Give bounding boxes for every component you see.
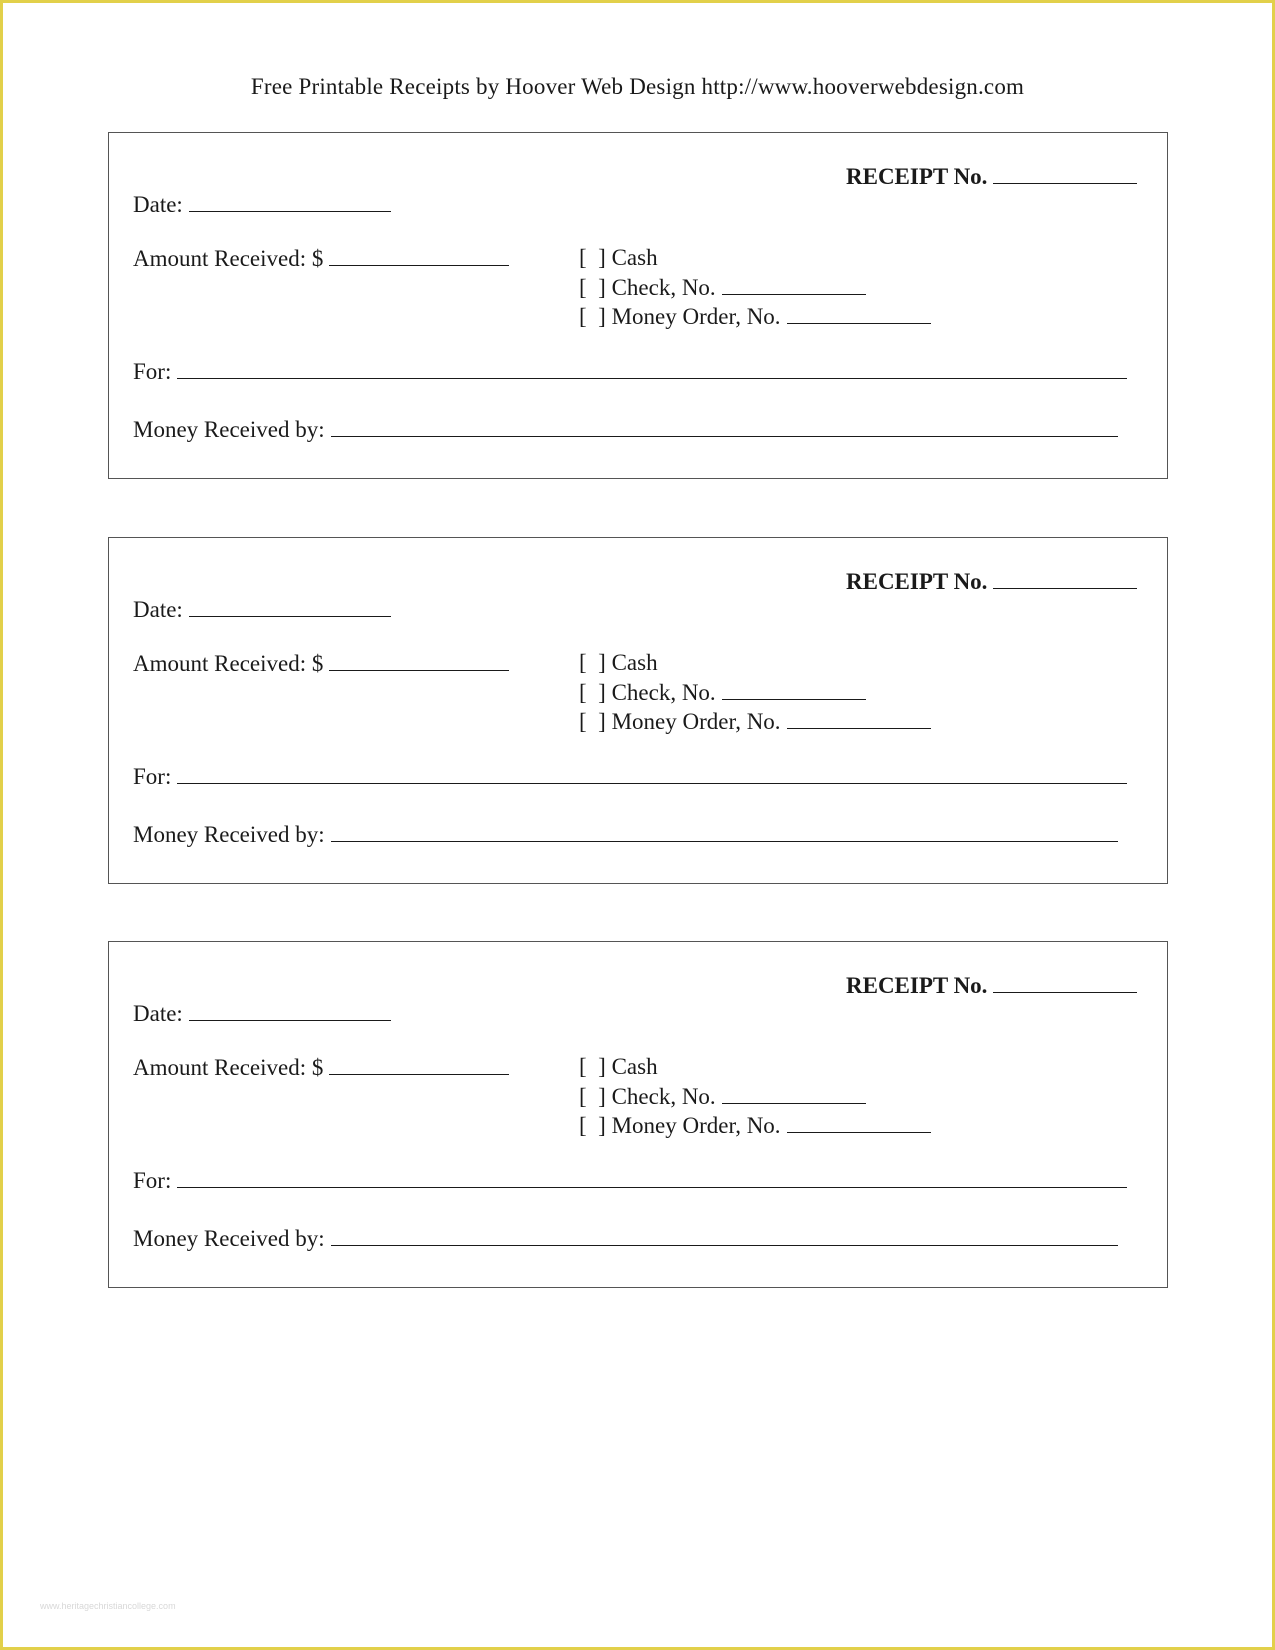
date-field[interactable] [189,1000,391,1021]
received-by-field[interactable] [331,1225,1118,1246]
amount-label: Amount Received: $ [133,651,324,676]
receipt-number-label: RECEIPT No. [846,164,988,189]
for-field[interactable] [177,358,1127,379]
page-title: Free Printable Receipts by Hoover Web Design http://www.hooverwebdesign.com [250,74,1025,99]
date-row [133,1000,391,1027]
check-label: [ ] Check, No. [579,275,716,300]
receipt-number [846,568,1137,595]
for-field[interactable] [177,763,1127,784]
payment-option-money-order[interactable] [579,303,931,330]
payment-option-check[interactable] [579,274,866,301]
received-by-field[interactable] [331,416,1118,437]
receipt-form [108,537,1168,884]
payment-option-money-order[interactable] [579,1112,931,1139]
received-by-label: Money Received by: [133,822,325,847]
date-label: Date: [133,597,183,622]
received-by-row [133,821,1118,848]
money-order-label: [ ] Money Order, No. [579,304,781,329]
for-row [133,1167,1127,1194]
payment-option-money-order[interactable] [579,708,931,735]
payment-option-check[interactable] [579,679,866,706]
date-field[interactable] [189,191,391,212]
amount-row [133,1054,509,1081]
for-row [133,358,1127,385]
payment-option-cash[interactable] [579,1054,658,1080]
payment-option-cash[interactable] [579,650,658,676]
check-label: [ ] Check, No. [579,680,716,705]
cash-label: [ ] Cash [579,1054,658,1079]
receipt-form [108,941,1168,1288]
date-row [133,191,391,218]
receipt-number-field[interactable] [993,163,1137,184]
payment-option-cash[interactable] [579,245,658,271]
received-by-label: Money Received by: [133,1226,325,1251]
date-label: Date: [133,1001,183,1026]
check-number-field[interactable] [722,679,866,700]
amount-row [133,245,509,272]
check-label: [ ] Check, No. [579,1084,716,1109]
for-field[interactable] [177,1167,1127,1188]
amount-field[interactable] [329,245,509,266]
money-order-number-field[interactable] [787,708,931,729]
receipt-number-label: RECEIPT No. [846,973,988,998]
for-row [133,763,1127,790]
payment-option-check[interactable] [579,1083,866,1110]
amount-field[interactable] [329,1054,509,1075]
date-field[interactable] [189,596,391,617]
for-label: For: [133,764,172,789]
receipt-number-field[interactable] [993,972,1137,993]
receipt-number-label: RECEIPT No. [846,569,988,594]
money-order-number-field[interactable] [787,1112,931,1133]
receipt-number [846,972,1137,999]
money-order-label: [ ] Money Order, No. [579,1113,781,1138]
watermark-text: www.heritagechristiancollege.com [40,1601,176,1611]
received-by-label: Money Received by: [133,417,325,442]
date-label: Date: [133,192,183,217]
check-number-field[interactable] [722,1083,866,1104]
receipt-number-field[interactable] [993,568,1137,589]
for-label: For: [133,1168,172,1193]
received-by-field[interactable] [331,821,1118,842]
cash-label: [ ] Cash [579,650,658,675]
date-row [133,596,391,623]
amount-label: Amount Received: $ [133,246,324,271]
for-label: For: [133,359,172,384]
amount-label: Amount Received: $ [133,1055,324,1080]
received-by-row [133,1225,1118,1252]
money-order-label: [ ] Money Order, No. [579,709,781,734]
receipt-number [846,163,1137,190]
cash-label: [ ] Cash [579,245,658,270]
received-by-row [133,416,1118,443]
amount-field[interactable] [329,650,509,671]
amount-row [133,650,509,677]
check-number-field[interactable] [722,274,866,295]
receipt-form [108,132,1168,479]
money-order-number-field[interactable] [787,303,931,324]
